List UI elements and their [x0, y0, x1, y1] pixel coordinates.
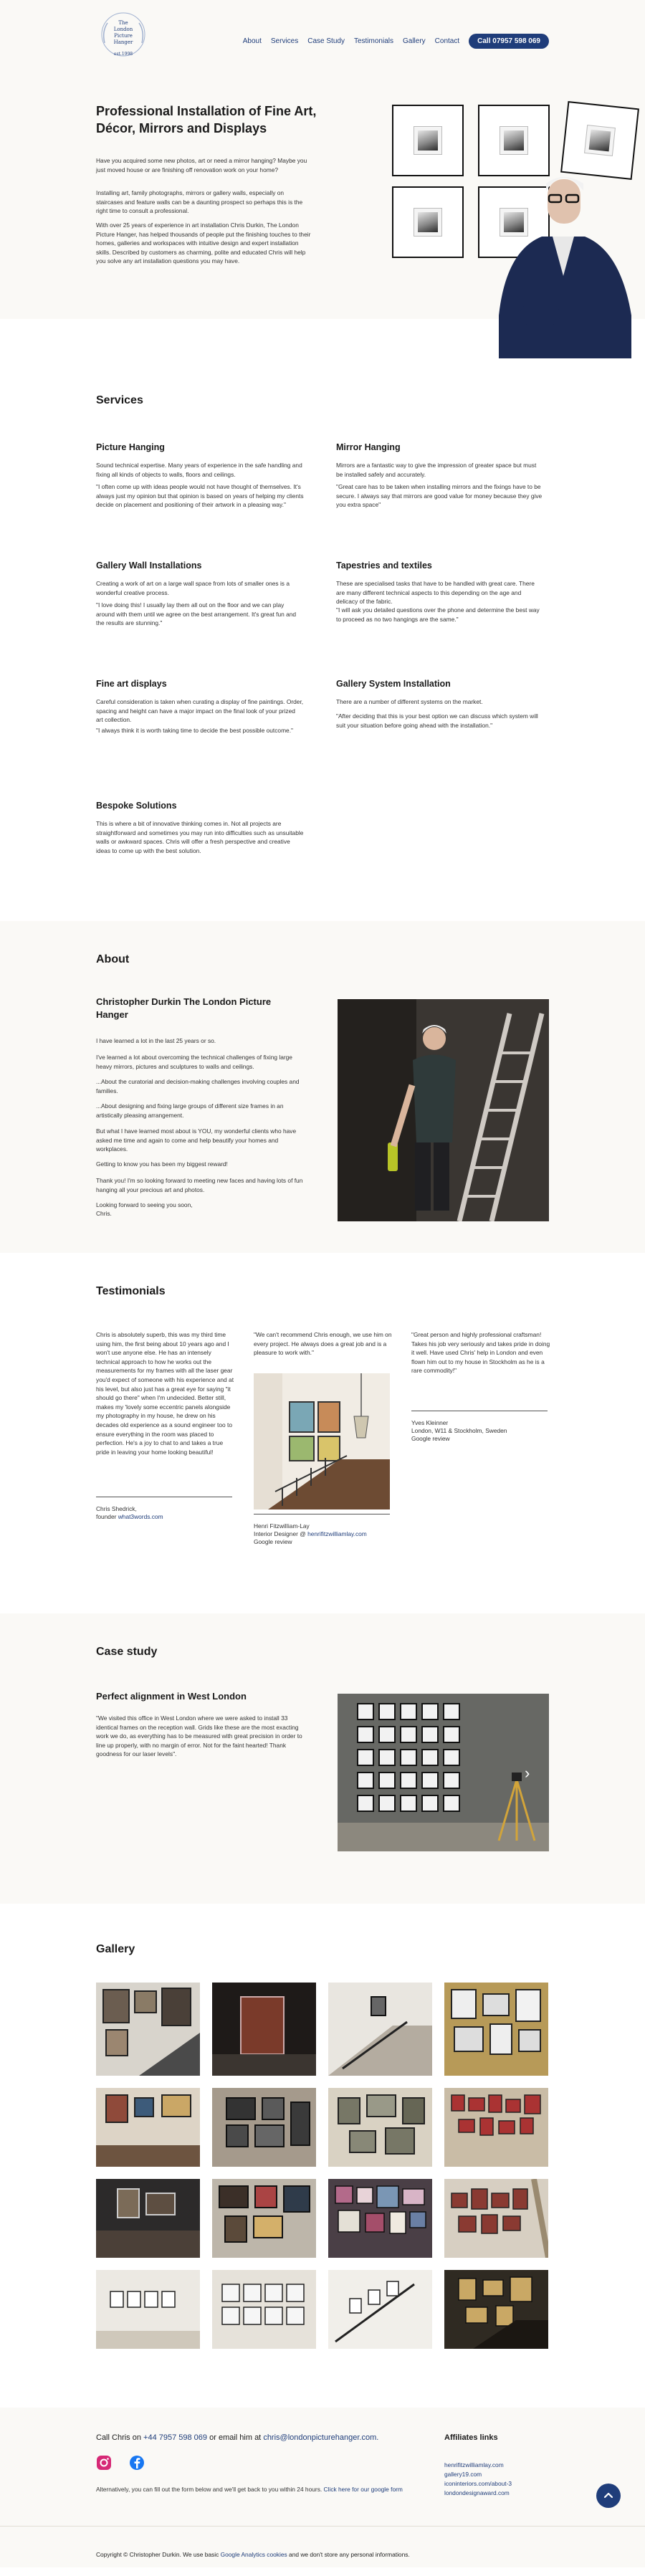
testimonial-source: Google review	[254, 1538, 292, 1545]
testimonial-role: London, W11 & Stockholm, Sweden	[411, 1427, 507, 1434]
footer-contact	[96, 2433, 378, 2442]
service-body: Creating a work of art on a large wall space from lots of smaller ones is a wonderful creative process.	[96, 580, 290, 596]
about-paragraph: I've learned a lot about overcoming the technical challenges of fixing large heavy mirrors, pictures and sculptures to walls and ceilings.	[96, 1054, 292, 1070]
service-body: Mirrors are a fantastic way to give the impression of greater space but must be installed safely and accurately.	[336, 462, 537, 478]
case-study-background	[0, 1613, 645, 1904]
services-heading: Services	[96, 394, 143, 406]
testimonials-heading: Testimonials	[96, 1285, 166, 1297]
about-background	[0, 921, 645, 1253]
gallery-image[interactable]	[444, 2270, 548, 2349]
chevron-right-icon[interactable]: ›	[525, 1764, 530, 1782]
gallery-image[interactable]	[96, 2270, 200, 2349]
about-paragraph: Getting to know you has been my biggest reward!	[96, 1160, 228, 1168]
about-photo	[338, 999, 549, 1221]
nav-testimonials[interactable]: Testimonials	[353, 37, 393, 45]
affiliate-link[interactable]: henrifitzwilliamlay.com	[444, 2461, 504, 2468]
hero-title: Professional Installation of Fine Art, Décor, Mirrors and Displays	[96, 104, 317, 136]
testimonial-name: Henri FitzwilIiam-Lay	[254, 1522, 310, 1530]
gallery-image[interactable]	[96, 1983, 200, 2076]
testimonial-text: Chris is absolutely superb, this was my third time using him, the first being about 10 years ago and I won't use anyone else. He has an intensely technical approach to how he works out the measurements for my frames with all the laser gear you'd expect of someone with his experience and at his level, but also just has a great eye for saying "it should go there" when I'm undecided. Better still, makes my 'lovely some eccentric panels alongside my photography in my house, he drew on his decades old experience as a sound engineer too to ensure everything in the room was placed to perfection. He's a joy to chat to and takes a true pride in leaving your home looking beautiful!	[96, 1331, 234, 1456]
testimonial-text: "We can't recommend Chris enough, we use him on every project. He always does a great job and is a pleasure to work with."	[254, 1331, 392, 1357]
about-paragraph: Thank you! I'm so looking forward to meeting new faces and having lots of fun hanging all your precious art and photos.	[96, 1177, 303, 1193]
testimonial-name: Yves Kleinner	[411, 1419, 449, 1426]
google-form-link[interactable]: Click here for our google form	[323, 2486, 403, 2493]
copyright	[96, 2551, 410, 2558]
service-quote: "After deciding that this is your best option we can discuss which system will suit your situation before going ahead with the installation."	[336, 712, 538, 729]
copyright-prefix: Copyright © Christopher Durkin. We use basic	[96, 2551, 219, 2558]
service-quote: "I will ask you detailed questions over the phone and determine the best way to proceed as no two hangings are the same."	[336, 606, 540, 623]
affiliate-link[interactable]: londondesignaward.com	[444, 2489, 510, 2496]
nav-about[interactable]: About	[242, 37, 262, 45]
testimonial-name: Chris Shedrick,	[96, 1505, 137, 1512]
footer	[96, 2408, 549, 2567]
testimonials-section	[96, 1253, 549, 1613]
affiliate-link[interactable]: gallery19.com	[444, 2471, 482, 2478]
testimonial-text: "Great person and highly professional craftsman! Takes his job very seriously and takes pride in doing it well. Have used Chris' help in London and even flown him out to my house in Stockholm as he is a rare commodity!"	[411, 1331, 550, 1375]
service-title: Fine art displays	[96, 679, 167, 689]
service-body: This is where a bit of innovative thinking comes in. Not all projects are straightforward and sometimes you may run into difficulties such as unsuitable walls or awkward spaces. Chris will offer a fresh perspective and creative ideas to come up with the best solution.	[96, 820, 304, 854]
about-heading: About	[96, 953, 130, 965]
gallery-image[interactable]	[212, 1983, 316, 2076]
about-paragraph: Looking forward to seeing you soon,	[96, 1201, 193, 1208]
about-paragraph: I have learned a lot in the last 25 years or so.	[96, 1037, 216, 1044]
footer-email-prefix: or email him at	[209, 2433, 262, 2442]
service-title: Bespoke Solutions	[96, 801, 177, 811]
hero-paragraph: Have you acquired some new photos, art or need a mirror hanging? Maybe you just moved house or are finishing off renovation work on your home?	[96, 157, 307, 173]
testimonial-photo	[254, 1373, 390, 1509]
footer-background	[0, 2408, 645, 2567]
service-quote: "Great care has to be taken when installing mirrors and the fixings have to be secure. I always say that mirrors are good value for money because they give you extra space"	[336, 483, 543, 509]
case-study-section	[96, 1613, 549, 1904]
case-study-text: "We visited this office in West London where we were asked to install 33 identical frames on the reception wall. Grids like these are the most exacting work we do, as everything has to be measured with great precision in order to line up properly, with no margin of error. Not for the faint hearted! Thank goodness for our laser levels".	[96, 1714, 302, 1758]
gallery-heading: Gallery	[96, 1943, 135, 1955]
footer-form-note-text: Alternatively, you can fill out the form below and we'll get back to you within 24 hours.	[96, 2486, 322, 2493]
gallery-image[interactable]	[96, 2179, 200, 2258]
testimonial-link[interactable]: what3words.com	[118, 1513, 163, 1520]
logo-est: est.1998	[113, 52, 133, 57]
nav-services[interactable]: Services	[270, 37, 299, 45]
testimonial-source: Google review	[411, 1435, 450, 1442]
gallery-image[interactable]	[212, 2088, 316, 2167]
testimonial-role-label: founder	[96, 1513, 117, 1520]
service-body: There are a number of different systems on the market.	[336, 698, 483, 705]
hero-paragraph: With over 25 years of experience in art installation Chris Durkin, The London Picture Hanger, has helped thousands of people put the finishing touches to their homes, galleries and workspaces with intuitive design and expert installation skills. Described by customers as charming, polite and educated Chris will help you solve any art installation questions you may have.	[96, 221, 311, 265]
framed-picture	[392, 105, 464, 176]
case-study-heading: Case study	[96, 1646, 158, 1658]
case-study-photo	[338, 1694, 549, 1851]
case-study-subheading: Perfect alignment in West London	[96, 1691, 247, 1702]
service-body: Careful consideration is taken when curating a display of fine paintings. Order, spacing and height can have a major impact on the final look of your prized art collection.	[96, 698, 304, 724]
services-section	[96, 319, 549, 921]
footer-email-link[interactable]: chris@londonpicturehanger.com.	[263, 2433, 379, 2442]
gallery-image[interactable]	[328, 2270, 432, 2349]
instagram-icon[interactable]	[96, 2455, 112, 2471]
copyright-suffix: and we don't store any personal informations.	[289, 2551, 410, 2558]
cookies-link[interactable]: Google Analytics cookies	[220, 2551, 287, 2558]
service-quote: "I often come up with ideas people would not have thought of themselves. It's always just my opinion but that opinion is based on years of helping my clients decide on placement and positioning of their artwork in a pleasing way."	[96, 483, 304, 509]
service-body: Sound technical expertise. Many years of experience in the safe handling and fixing all kinds of objects to walls, floors and ceilings.	[96, 462, 302, 478]
gallery-image[interactable]	[328, 2179, 432, 2258]
about-paragraph: But what I have learned most about is YOU, my wonderful clients who have asked me time and again to come and help beautify your homes and workplaces.	[96, 1127, 297, 1153]
divider	[0, 2526, 645, 2527]
gallery-image[interactable]	[96, 2088, 200, 2167]
scroll-to-top-button[interactable]	[596, 2484, 621, 2508]
service-title: Gallery Wall Installations	[96, 560, 202, 571]
footer-form-note	[96, 2485, 433, 2494]
logo-line-1: The	[118, 20, 128, 26]
main-nav	[243, 34, 549, 49]
gallery-section	[96, 1904, 549, 2408]
service-title: Mirror Hanging	[336, 442, 401, 452]
gallery-image[interactable]	[212, 2179, 316, 2258]
gallery-image[interactable]	[444, 1983, 548, 2076]
about-paragraph: ...About designing and fixing large groups of different size frames in an artistically pleasing arrangement.	[96, 1102, 284, 1119]
nav-gallery[interactable]: Gallery	[402, 37, 426, 45]
hero-paragraph: Installing art, family photographs, mirrors or gallery walls, especially on staircases and feature walls can be a daunting prospect so perhaps this is the right time to consult a professional.	[96, 189, 303, 215]
call-button[interactable]: Call 07957 598 069	[469, 34, 549, 49]
affiliates-heading: Affiliates links	[444, 2433, 498, 2442]
nav-contact[interactable]: Contact	[434, 37, 460, 45]
about-paragraph: ...About the curatorial and decision-making challenges involving couples and families.	[96, 1078, 300, 1094]
about-paragraph: Chris.	[96, 1210, 112, 1217]
service-body: These are specialised tasks that have to be handled with great care. There are many different technical aspects to this depending on the age and delicacy of the fabric.	[336, 580, 535, 606]
testimonial-role-label: Interior Designer @	[254, 1530, 306, 1537]
framed-picture	[392, 186, 464, 258]
facebook-icon[interactable]	[129, 2455, 145, 2471]
site-header	[96, 0, 549, 63]
service-quote: "I love doing this! I usually lay them all out on the floor and we can play around with them until we agree on the best arrangement. It's great fun and the results are stunning."	[96, 601, 297, 627]
gallery-image[interactable]	[212, 2270, 316, 2349]
logo-line-2: London	[113, 27, 133, 32]
hero	[96, 63, 549, 319]
about-section	[96, 921, 549, 1253]
footer-phone-link[interactable]: +44 7957 598 069	[143, 2433, 208, 2442]
logo[interactable]	[96, 10, 150, 65]
testimonial-role	[96, 1512, 236, 1522]
gallery-image[interactable]	[444, 2179, 548, 2258]
logo-line-4: Hanger	[113, 39, 133, 45]
gallery-image[interactable]	[328, 2088, 432, 2167]
footer-call-prefix: Call Chris on	[96, 2433, 141, 2442]
gallery-image[interactable]	[328, 1983, 432, 2076]
logo-line-3: Picture	[114, 33, 133, 39]
nav-case-study[interactable]: Case Study	[307, 37, 345, 45]
affiliate-link[interactable]: iconinteriors.com/about-3	[444, 2480, 512, 2487]
service-title: Gallery System Installation	[336, 679, 451, 689]
service-title: Tapestries and textiles	[336, 560, 432, 571]
service-title: Picture Hanging	[96, 442, 165, 452]
gallery-image[interactable]	[444, 2088, 548, 2167]
testimonial-link[interactable]: henrifitzwilliamlay.com	[307, 1530, 367, 1537]
about-subheading: Christopher Durkin The London Picture Hanger	[96, 996, 272, 1021]
chevron-up-icon	[603, 2490, 614, 2501]
service-quote: "I always think it is worth taking time to decide the best possible outcome."	[96, 727, 294, 734]
